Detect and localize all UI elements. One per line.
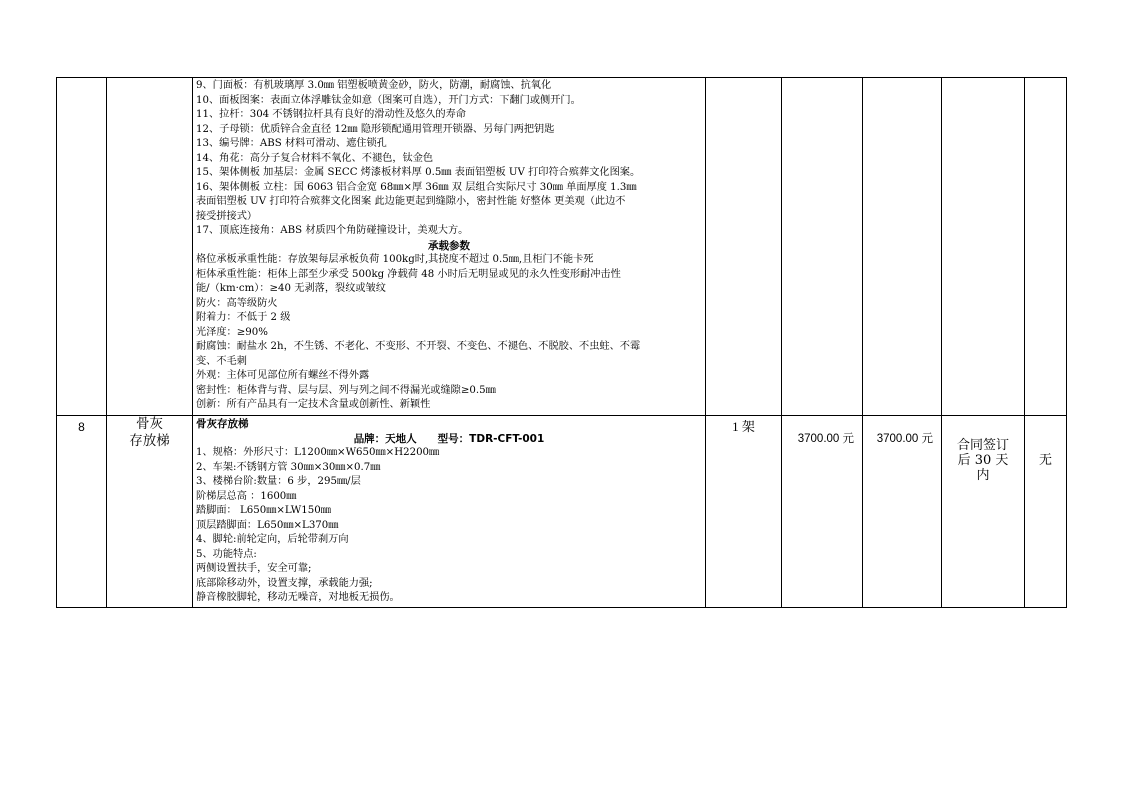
spec-line: 密封性：柜体背与背、层与层、列与列之间不得漏光或缝隙≥0.5㎜ <box>196 384 496 396</box>
delivery-time: 合同签订后 30 天内 <box>956 438 1009 483</box>
table-row <box>57 78 1067 416</box>
qty-cell <box>706 78 782 416</box>
spec-line: 1、规格：外形尺寸：L1200㎜×W650㎜×H2200㎜ <box>196 447 440 458</box>
name-cell <box>107 416 193 608</box>
spec-line: 16、架体侧板 立柱：国 6063 铝合金宽 68㎜×厚 36㎜ 双 层组合实际尺寸 30㎜ 单面厚度 1.3㎜ <box>196 181 637 193</box>
note-cell <box>1025 416 1067 608</box>
no-cell <box>57 78 107 416</box>
delivery-cell <box>942 416 1025 608</box>
spec-line: 柜体承重性能：柜体上部至少承受 500kg 净载荷 48 小时后无明显或见的永久性变形耐冲击性 <box>196 268 621 280</box>
item-number: 8 <box>78 420 85 434</box>
spec-line: 17、顶底连接角：ABS 材质四个角防碰撞设计，美观大方。 <box>196 225 469 236</box>
spec-line: 接受拼接式） <box>196 210 258 222</box>
spec-line: 变、不毛刺 <box>196 355 247 367</box>
spec-lines <box>193 78 705 414</box>
unit-price-cell <box>782 416 863 608</box>
remark: 无 <box>1038 453 1052 468</box>
product-spec-table <box>56 77 1067 608</box>
spec-line: 4、脚轮:前轮定向，后轮带刹万向 <box>196 534 349 545</box>
spec-line: 15、架体侧板 加基层：金属 SECC 烤漆板材料厚 0.5㎜ 表面铝塑板 UV 打印符合殡葬文化图案。 <box>196 167 641 178</box>
spec-line: 两侧设置扶手，安全可靠; <box>196 563 312 574</box>
spec-line: 踏脚面： L650㎜×LW150㎜ <box>196 505 331 516</box>
spec-line: 5、功能特点: <box>196 548 257 560</box>
spec-line: 阶梯层总高 ：1600㎜ <box>196 490 297 502</box>
spec-line: 14、角花：高分子复合材料不氧化、不褪色，钛金色 <box>196 152 434 164</box>
spec-line: 光泽度：≥90% <box>196 326 268 338</box>
spec-line: 3、楼梯台阶:数量：6 步，295㎜/层 <box>196 476 361 487</box>
brand-model: 品牌：天地人 型号：TDR-CFT-001 <box>353 432 545 445</box>
spec-line: 10、面板图案：表面立体浮雕钛金如意（图案可自选），开门方式：下翻门或侧开门。 <box>196 94 581 106</box>
spec-line: 2、车架:不锈钢方管 30㎜×30㎜×0.7㎜ <box>196 461 381 473</box>
spec-line: 表面铝塑板 UV 打印符合殡葬文化图案 此边能更起到缝隙小，密封性能 好整体 更美观（此边不 <box>196 196 626 207</box>
table-row <box>57 416 1067 608</box>
item-name-line2: 存放梯 <box>129 433 170 449</box>
spec-line: 11、拉杆：304 不锈钢拉杆具有良好的滑动性及悠久的寿命 <box>196 109 466 120</box>
spec-line: 格位承板承重性能：存放架每层承板负荷 100kg时,其挠度不超过 0.5㎜,且柜门不能卡死 <box>196 254 594 265</box>
unit-price-cell <box>782 78 863 416</box>
spec-line: 能/（km·cm）：≥40 无剥落，裂纹或皱纹 <box>196 283 386 294</box>
spec-line: 外观：主体可见部位所有螺丝不得外露 <box>196 370 370 381</box>
total-price-cell <box>863 78 942 416</box>
spec-line: 创新：所有产品具有一定技术含量或创新性、新颖性 <box>196 399 431 410</box>
unit-price: 3700.00 元 <box>797 433 854 445</box>
spec-line: 9、门面板：有机玻璃厚 3.0㎜ 铝塑板喷黄金砂，防火，防潮，耐腐蚀、抗氧化 <box>196 80 552 91</box>
spec-line: 12、子母锁：优质锌合金直径 12㎜ 隐形锁配通用管理开锁器、另每门两把钥匙 <box>196 123 555 135</box>
spec-cell <box>193 416 706 608</box>
delivery-cell <box>942 78 1025 416</box>
note-cell <box>1025 78 1067 416</box>
spec-line: 防火：高等级防火 <box>196 297 278 309</box>
spec-line: 耐腐蚀：耐盐水 2h，不生锈、不老化、不变形、不开裂、不变色、不褪色、不脱胶、不虫蛀、不霉 <box>196 341 641 352</box>
spec-line: 13、编号牌：ABS 材料可滑动、遮住锁孔 <box>196 138 387 149</box>
no-cell <box>57 416 107 608</box>
quantity: 1 架 <box>732 419 755 434</box>
spec-lines <box>193 416 705 607</box>
qty-cell <box>706 416 782 608</box>
total-price: 3700.00 元 <box>876 433 933 445</box>
name-cell <box>107 78 193 416</box>
spec-cell <box>193 78 706 416</box>
item-name-line1: 骨灰 <box>136 416 163 432</box>
spec-line: 顶层踏脚面：L650㎜×L370㎜ <box>196 519 339 531</box>
section-title: 承载参数 <box>428 239 470 252</box>
spec-line: 底部除移动外，设置支撑，承载能力强; <box>196 577 373 589</box>
spec-line: 附着力：不低于 2 级 <box>196 312 291 323</box>
spec-line: 静音橡胶脚轮，移动无噪音，对地板无损伤。 <box>196 592 400 603</box>
item-title: 骨灰存放梯 <box>196 418 249 430</box>
total-price-cell <box>863 416 942 608</box>
